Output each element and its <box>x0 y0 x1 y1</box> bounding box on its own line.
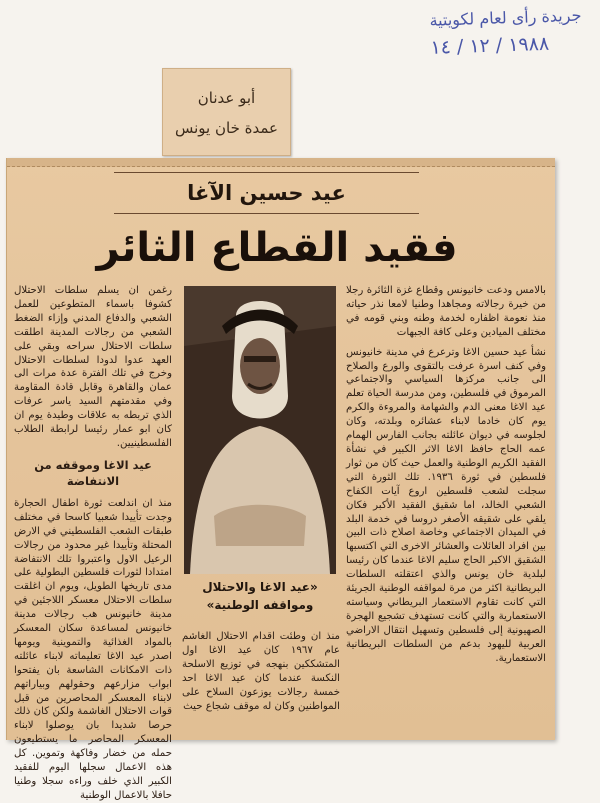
section-subheading: عيد الاغا وموقفه من الانتفاضة <box>34 457 152 488</box>
pasted-label <box>162 68 291 156</box>
article-column-right <box>346 284 546 734</box>
photo-caption: «عيد الاغا والاحتلال ومواقفه الوطنية» <box>202 580 318 612</box>
handwritten-date: ١٩٨٨ / ١٢ / ١٤ <box>430 32 550 59</box>
portrait-photo <box>184 286 336 574</box>
article-author: عيد حسين الآغا <box>114 172 419 214</box>
paragraph: منذ ان وطئت اقدام الاحتلال الغاشم عام ١٩٦٧ كان عيد الاغا اول المتشككين بنهجه في توزيع الاسلحة النكسة عندما كان عيد الاغا احد خمسة رجالات يوزعون السلاح على المواطنين وكان له موقف شجاع حيث <box>182 631 340 712</box>
article-column-left <box>14 284 172 801</box>
label-title: عمدة خان يونس <box>175 119 278 137</box>
paragraph: منذ ان اندلعت ثورة اطفال الحجارة وجدت تأييدا شعبيا كاسحا في مختلف طبقات الشعب الفلسطيني في الارض المحتلة وتأييدا غير محدود من رجالات الرعيل الاول واعتبروا تلك الانتفاضة امتدادا لثورات فلسطين البطولية على مدى تاريخها الطويل، ويوم ان اغلقت سلطات الاحتلال معسكر اللاجئين في مدينة خانيونس هب رجالات مدينة خانيونس لمساعدة سكان المعسكر بالمواد الغذائية والتموينية ويومها اصدر عيد الاغا تعليماته لابناء عائلته ذات الامكانات الشاسعة بان يفتحوا ابواب مزارعهم وحقولهم وبياراتهم لابناء المعسكر المحاصرين من قبل قوات الاحتلال الغاشمة ولكن كان ذلك حرصا شديدا بان يوصلوا لابناء المعسكر المحاصر ما يستطيعون حمله من خضار وفاكهة وتموين. كل هذه الاعمال سجلها اليوم للفقيد الكبير الذي خلف وراءه سجلا وطنيا حافلا بالاعمال الوطنية <box>14 497 172 801</box>
article-headline: فقيد القطاع الثائر <box>96 225 458 271</box>
paragraph: نشأ عيد حسين الاغا وترعرع في مدينة خانيونس وفي كنف اسرة عرفت بالتقوى والورع والصلاح الى جانب مركزها السياسي والاجتماعي المرموق في فلسطين، ومن مدرسة الحياة تعلم عيد الاغا معنى الدم والشهامة والمروءة والكرم يوم كان خادما لابناء عشائره وبلدته، وكان لجلوسه في ديوان عائلته بجانب الفارس الهمام عمه الحاج حافظ الاغا الاثر الكبير في نشأة الفقيد الكريم الوطنية والعمل حيث كان من ثوار فلسطين في ثورة ١٩٣٦. تلك الثورة التي سجلت لشعب فلسطين اروع آيات الكفاح الشعبي الخالد، اما شقيق الفقيد الأكبر فكان يلقي على شقيقه الأصغر دروسا في خدمة البلد في الميدان الاجتماعي وخاصة اصلاح ذات البين بين افراد العائلات والعشائر الاخرى التي اكتسبها الشقيق الاكبر الحاج سليم الاغا عندما كان رئيسا لبلدية خان يونس والذي اعتقلته السلطات البريطانية اكثر من مرة لمواقفه الوطنية الجريئة التي كانت تقاوم الاستعمار البريطاني وسياسته الاستعمارية والتي كانت تستهدف تشجيع الهجرة الصهيونية إلى فلسطين وتسهيل انتقال الاراضي العربية لليهود بدعم من السلطات البريطانية الاستعمارية. <box>346 346 546 664</box>
article-column-middle <box>182 630 340 738</box>
handwritten-source: جريدة رأى لعام لكويتية <box>429 5 582 30</box>
paragraph: رغمن ان يسلم سلطات الاحتلال كشوفا باسماء المتطوعين للعمل الشعبي والدفاع المدني وإزاء الضغط الشعبي من رجالات المدينة اطلقت سلطات الاحتلال سراحه وبقي على العهد عدوا لدودا لسلطات الاحتلال وخرج في تلك الفترة عدة مرات الى عمان والقاهرة وقابل قادة المقاومة وفي مقدمتهم السيد ياسر عرفات الذي تربطه به علاقات وطيدة يوم ان كان ابو عمار رئيسا لرابطة الطلاب الفلسطينيين. <box>14 285 172 449</box>
paragraph: بالامس ودعت خانيونس وقطاع غزة الثائرة رجلا من خيرة رجالاته ومجاهدا وطنيا لامعا نذر حياته منذ نعومة اظفاره لخدمة وطنه وبني قومه في مختلف الميادين وعلى كافة الجبهات <box>346 285 546 338</box>
handwritten-date-note <box>429 3 596 61</box>
label-name: أبو عدنان <box>197 89 256 107</box>
portrait-illustration <box>184 286 336 574</box>
clipping-torn-edge <box>7 158 555 167</box>
